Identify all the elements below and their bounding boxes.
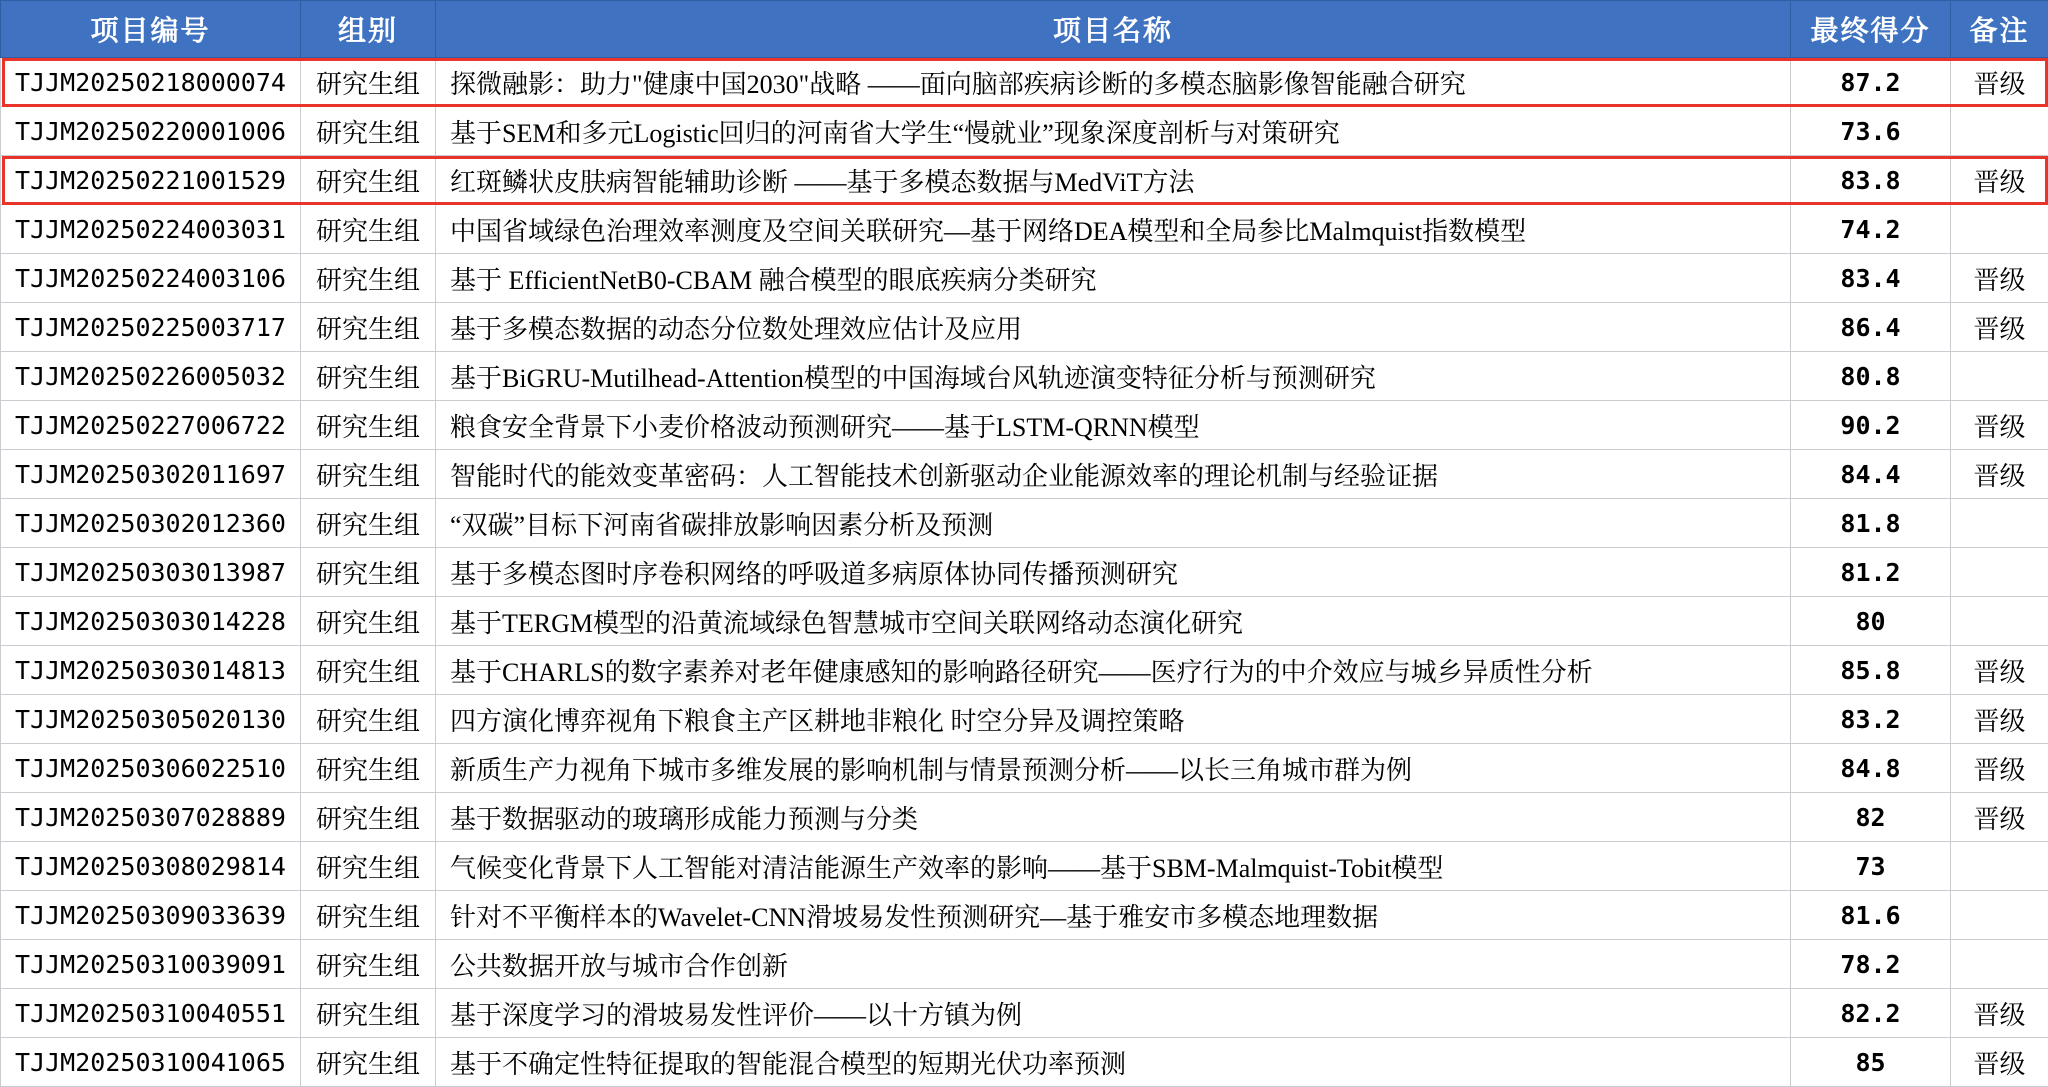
- column-header-project-title: 项目名称: [436, 1, 1791, 58]
- cell-project-id: TJJM20250302012360: [1, 499, 301, 548]
- table-row: [1, 450, 2048, 499]
- cell-project-id: TJJM20250221001529: [1, 156, 301, 205]
- cell-project-title: “双碳”目标下河南省碳排放影响因素分析及预测: [436, 499, 1791, 548]
- cell-project-id: TJJM20250310040551: [1, 989, 301, 1038]
- cell-remark: 晋级: [1951, 401, 2048, 450]
- table-row: [1, 499, 2048, 548]
- table-row: [1, 744, 2048, 793]
- table-row: [1, 695, 2048, 744]
- cell-remark: 晋级: [1951, 989, 2048, 1038]
- cell-project-id: TJJM20250307028889: [1, 793, 301, 842]
- cell-project-title: 中国省域绿色治理效率测度及空间关联研究—基于网络DEA模型和全局参比Malmquist指数模型: [436, 205, 1791, 254]
- cell-project-title: 基于 EfficientNetB0-CBAM 融合模型的眼底疾病分类研究: [436, 254, 1791, 303]
- cell-group: 研究生组: [301, 303, 436, 352]
- cell-remark: [1951, 107, 2048, 156]
- table-row: [1, 58, 2048, 107]
- cell-remark: [1951, 891, 2048, 940]
- table-row: [1, 793, 2048, 842]
- cell-group: 研究生组: [301, 793, 436, 842]
- cell-group: 研究生组: [301, 1038, 436, 1087]
- cell-remark: 晋级: [1951, 58, 2048, 107]
- cell-project-title: 针对不平衡样本的Wavelet-CNN滑坡易发性预测研究—基于雅安市多模态地理数据: [436, 891, 1791, 940]
- cell-project-title: 新质生产力视角下城市多维发展的影响机制与情景预测分析——以长三角城市群为例: [436, 744, 1791, 793]
- column-header-project-id: 项目编号: [1, 1, 301, 58]
- cell-final-score: 73: [1791, 842, 1951, 891]
- cell-remark: 晋级: [1951, 793, 2048, 842]
- table-row: [1, 940, 2048, 989]
- cell-project-title: 基于数据驱动的玻璃形成能力预测与分类: [436, 793, 1791, 842]
- cell-group: 研究生组: [301, 450, 436, 499]
- cell-final-score: 83.2: [1791, 695, 1951, 744]
- cell-remark: 晋级: [1951, 646, 2048, 695]
- cell-group: 研究生组: [301, 891, 436, 940]
- cell-project-title: 探微融影：助力"健康中国2030"战略 ——面向脑部疾病诊断的多模态脑影像智能融合研究: [436, 58, 1791, 107]
- cell-project-title: 基于多模态数据的动态分位数处理效应估计及应用: [436, 303, 1791, 352]
- cell-remark: 晋级: [1951, 450, 2048, 499]
- cell-final-score: 84.8: [1791, 744, 1951, 793]
- cell-final-score: 84.4: [1791, 450, 1951, 499]
- cell-project-title: 气候变化背景下人工智能对清洁能源生产效率的影响——基于SBM-Malmquist-Tobit模型: [436, 842, 1791, 891]
- table-row: [1, 646, 2048, 695]
- cell-project-title: 基于SEM和多元Logistic回归的河南省大学生“慢就业”现象深度剖析与对策研究: [436, 107, 1791, 156]
- cell-final-score: 90.2: [1791, 401, 1951, 450]
- cell-project-title: 四方演化博弈视角下粮食主产区耕地非粮化 时空分异及调控策略: [436, 695, 1791, 744]
- table-row: [1, 597, 2048, 646]
- cell-project-title: 智能时代的能效变革密码：人工智能技术创新驱动企业能源效率的理论机制与经验证据: [436, 450, 1791, 499]
- table-row: [1, 107, 2048, 156]
- cell-final-score: 83.4: [1791, 254, 1951, 303]
- cell-group: 研究生组: [301, 352, 436, 401]
- cell-final-score: 87.2: [1791, 58, 1951, 107]
- cell-remark: 晋级: [1951, 254, 2048, 303]
- cell-remark: 晋级: [1951, 695, 2048, 744]
- cell-project-id: TJJM20250310039091: [1, 940, 301, 989]
- cell-project-id: TJJM20250224003031: [1, 205, 301, 254]
- table-row: [1, 352, 2048, 401]
- cell-remark: 晋级: [1951, 1038, 2048, 1087]
- cell-final-score: 80.8: [1791, 352, 1951, 401]
- cell-project-id: TJJM20250310041065: [1, 1038, 301, 1087]
- cell-final-score: 74.2: [1791, 205, 1951, 254]
- cell-remark: [1951, 597, 2048, 646]
- column-header-final-score: 最终得分: [1791, 1, 1951, 58]
- cell-final-score: 82: [1791, 793, 1951, 842]
- table-row: [1, 1038, 2048, 1087]
- cell-group: 研究生组: [301, 401, 436, 450]
- cell-project-id: TJJM20250227006722: [1, 401, 301, 450]
- cell-group: 研究生组: [301, 107, 436, 156]
- cell-project-title: 基于TERGM模型的沿黄流域绿色智慧城市空间关联网络动态演化研究: [436, 597, 1791, 646]
- cell-final-score: 85: [1791, 1038, 1951, 1087]
- cell-final-score: 83.8: [1791, 156, 1951, 205]
- cell-group: 研究生组: [301, 548, 436, 597]
- cell-final-score: 86.4: [1791, 303, 1951, 352]
- column-header-group: 组别: [301, 1, 436, 58]
- cell-remark: [1951, 352, 2048, 401]
- cell-final-score: 81.6: [1791, 891, 1951, 940]
- cell-final-score: 82.2: [1791, 989, 1951, 1038]
- cell-project-id: TJJM20250309033639: [1, 891, 301, 940]
- cell-remark: [1951, 499, 2048, 548]
- cell-project-id: TJJM20250218000074: [1, 58, 301, 107]
- cell-project-title: 基于多模态图时序卷积网络的呼吸道多病原体协同传播预测研究: [436, 548, 1791, 597]
- cell-project-id: TJJM20250220001006: [1, 107, 301, 156]
- cell-project-title: 红斑鳞状皮肤病智能辅助诊断 ——基于多模态数据与MedViT方法: [436, 156, 1791, 205]
- cell-project-id: TJJM20250302011697: [1, 450, 301, 499]
- cell-final-score: 78.2: [1791, 940, 1951, 989]
- cell-project-title: 基于BiGRU-Mutilhead-Attention模型的中国海域台风轨迹演变特征分析与预测研究: [436, 352, 1791, 401]
- cell-group: 研究生组: [301, 254, 436, 303]
- cell-group: 研究生组: [301, 744, 436, 793]
- cell-remark: [1951, 940, 2048, 989]
- cell-project-title: 粮食安全背景下小麦价格波动预测研究——基于LSTM-QRNN模型: [436, 401, 1791, 450]
- table-body: [1, 58, 2048, 1087]
- table-row: [1, 156, 2048, 205]
- table-row: [1, 842, 2048, 891]
- column-header-remark: 备注: [1951, 1, 2048, 58]
- cell-group: 研究生组: [301, 597, 436, 646]
- table-row: [1, 303, 2048, 352]
- cell-group: 研究生组: [301, 499, 436, 548]
- table-row: [1, 989, 2048, 1038]
- cell-final-score: 73.6: [1791, 107, 1951, 156]
- table-header-row: [1, 1, 2048, 58]
- cell-group: 研究生组: [301, 989, 436, 1038]
- cell-remark: [1951, 548, 2048, 597]
- cell-project-id: TJJM20250303014228: [1, 597, 301, 646]
- cell-project-title: 公共数据开放与城市合作创新: [436, 940, 1791, 989]
- cell-group: 研究生组: [301, 156, 436, 205]
- cell-project-id: TJJM20250303013987: [1, 548, 301, 597]
- table-row: [1, 254, 2048, 303]
- cell-project-title: 基于不确定性特征提取的智能混合模型的短期光伏功率预测: [436, 1038, 1791, 1087]
- cell-project-id: TJJM20250308029814: [1, 842, 301, 891]
- cell-remark: 晋级: [1951, 744, 2048, 793]
- table-row: [1, 401, 2048, 450]
- cell-project-id: TJJM20250225003717: [1, 303, 301, 352]
- cell-project-title: 基于深度学习的滑坡易发性评价——以十方镇为例: [436, 989, 1791, 1038]
- cell-remark: [1951, 205, 2048, 254]
- cell-final-score: 81.2: [1791, 548, 1951, 597]
- cell-final-score: 81.8: [1791, 499, 1951, 548]
- cell-final-score: 85.8: [1791, 646, 1951, 695]
- cell-group: 研究生组: [301, 940, 436, 989]
- table-row: [1, 891, 2048, 940]
- table-row: [1, 205, 2048, 254]
- cell-project-id: TJJM20250224003106: [1, 254, 301, 303]
- table-header: [1, 1, 2048, 58]
- cell-project-id: TJJM20250226005032: [1, 352, 301, 401]
- cell-remark: 晋级: [1951, 156, 2048, 205]
- cell-group: 研究生组: [301, 205, 436, 254]
- cell-project-id: TJJM20250305020130: [1, 695, 301, 744]
- cell-project-id: TJJM20250306022510: [1, 744, 301, 793]
- cell-remark: [1951, 842, 2048, 891]
- cell-group: 研究生组: [301, 58, 436, 107]
- cell-remark: 晋级: [1951, 303, 2048, 352]
- table-row: [1, 548, 2048, 597]
- cell-group: 研究生组: [301, 842, 436, 891]
- cell-group: 研究生组: [301, 646, 436, 695]
- cell-final-score: 80: [1791, 597, 1951, 646]
- cell-project-id: TJJM20250303014813: [1, 646, 301, 695]
- cell-group: 研究生组: [301, 695, 436, 744]
- cell-project-title: 基于CHARLS的数字素养对老年健康感知的影响路径研究——医疗行为的中介效应与城乡异质性分析: [436, 646, 1791, 695]
